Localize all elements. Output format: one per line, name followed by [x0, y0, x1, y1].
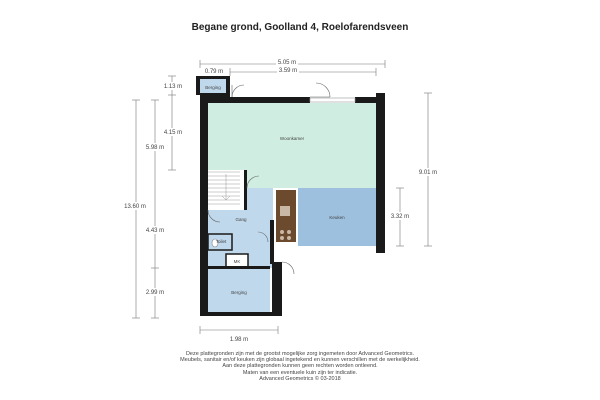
disclaimer-line: Aan deze plattegronden kunnen geen rechten worden ontleend. — [222, 363, 378, 370]
disclaimer — [120, 351, 480, 382]
dim-left-lower: 4.43 m — [145, 228, 165, 234]
dim-top-inner: 3.59 m — [278, 68, 298, 74]
room-label-mk: MK — [233, 259, 241, 264]
dim-bottom-width: 1.98 m — [229, 337, 249, 343]
dim-left-middle: 5.98 m — [145, 145, 165, 151]
dim-left-bottom: 2.99 m — [145, 290, 165, 296]
disclaimer-line: Deze plattegronden zijn met de grootst mogelijke zorg ingemeten door Advanced Geometrics. — [185, 351, 415, 357]
dim-left-upper: 4.15 m — [163, 130, 183, 136]
disclaimer-line: Maten van een eventuele kuin zijn ter indicatie. — [242, 369, 358, 376]
kitchen-sink — [280, 206, 290, 216]
disclaimer-line: Advanced Geometrics © 03-2018 — [259, 375, 341, 382]
dim-right-total: 9.01 m — [418, 170, 438, 176]
windows — [310, 98, 355, 102]
dim-berging-width: 0.79 m — [204, 69, 224, 75]
disclaimer-line: Meubels, sanitair en/of keuken zijn globaal ingetekend en kunnen verschillen met de werkelijkheid. — [180, 357, 420, 364]
plan-title: Begane grond, Goolland 4, Roelofarendsveen — [191, 22, 409, 33]
room-label-woonkamer: Woonkamer — [279, 136, 305, 141]
dim-top-overall: 5.05 m — [277, 60, 297, 66]
room-label-keuken: Keuken — [329, 215, 345, 220]
dim-right-kitchen: 3.32 m — [390, 214, 410, 220]
room-label-gang: Gang — [235, 217, 247, 222]
room-label-toilet: Toilet — [215, 239, 227, 244]
dim-berging-depth: 1.13 m — [163, 84, 183, 90]
dim-left-total: 13.60 m — [124, 204, 146, 210]
room-label-berging-small: Berging — [205, 85, 221, 90]
room-label-berging-large: Berging — [231, 290, 247, 295]
